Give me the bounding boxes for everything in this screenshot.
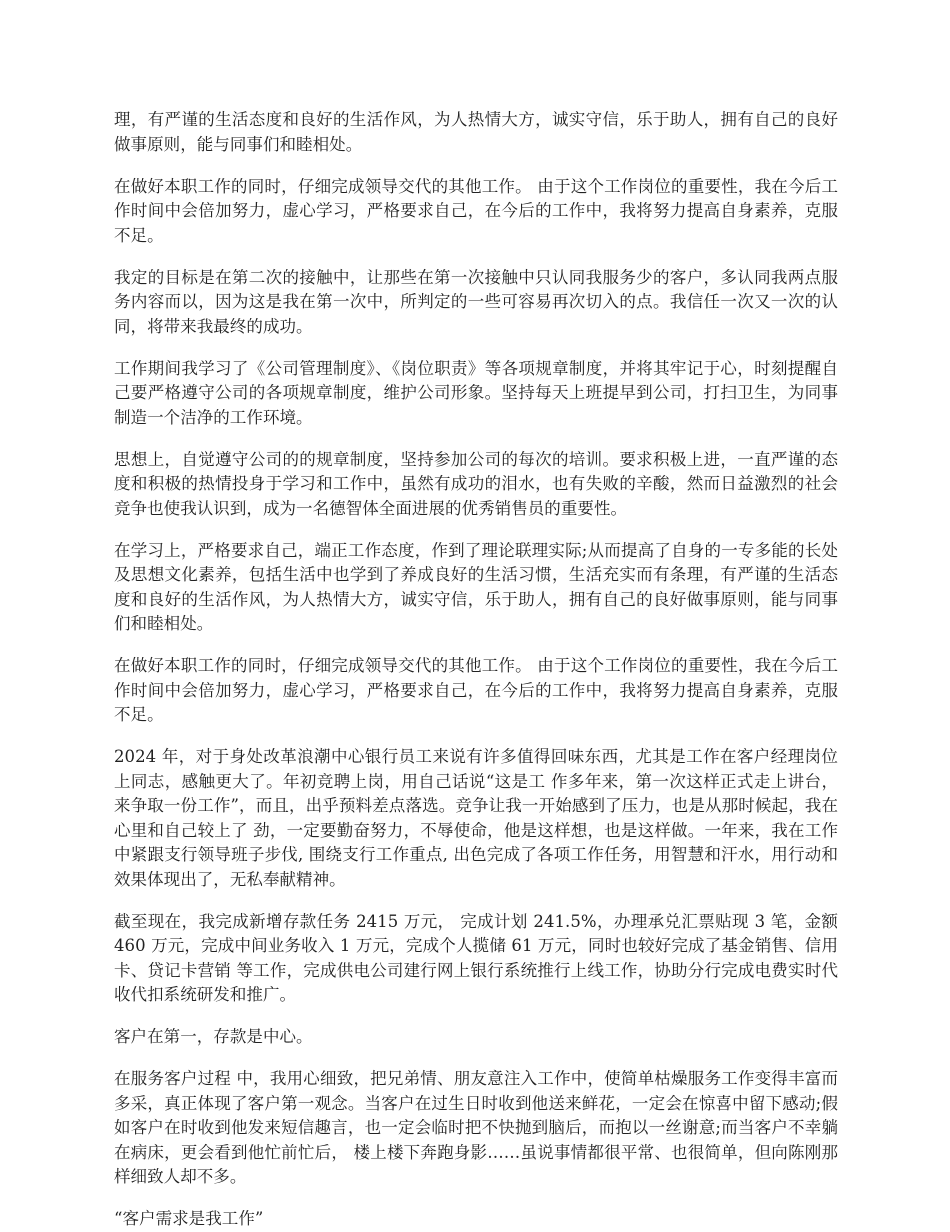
paragraph: 理，有严谨的生活态度和良好的生活作风，为人热情大方，诚实守信，乐于助人，拥有自己的良好做事原则，能与同事们和睦相处。 [114,110,838,154]
paragraph: 在做好本职工作的同时，仔细完成领导交代的其他工作。 由于这个工作岗位的重要性，我在今后工作时间中会倍加努力，虚心学习，严格要求自己，在今后的工作中，我将努力提高自身素养，克服不足。 [114,176,838,245]
paragraph: “客户需求是我工作” [114,1209,264,1228]
paragraph: 客户在第一，存款是中心。 [114,1027,313,1046]
paragraph: 截至现在，我完成新增存款任务 2415 万元， 完成计划 241.5%，办理承兑汇票贴现 3 笔，金额 460 万元，完成中间业务收入 1 万元，完成个人揽储 61 万元，同时也较好完成了基金销售、信用卡、贷记卡营销 等工作，完成供电公司建行网上银行系统推行上线工作，协助分行完成电费实时代收代扣系统研发和推广。 [114,911,838,1004]
paragraph: 思想上，自觉遵守公司的的规章制度，坚持参加公司的每次的培训。要求积极上进，一直严谨的态度和积极的热情投身于学习和工作中，虽然有成功的泪水，也有失败的辛酸，然而日益激烈的社会竞争也使我认识到，成为一名德智体全面进展的优秀销售员的重要性。 [114,449,838,518]
paragraph: 我定的目标是在第二次的接触中，让那些在第一次接触中只认同我服务少的客户，多认同我两点服务内容而以，因为这是我在第一次中，所判定的一些可容易再次切入的点。我信任一次又一次的认同，将带来我最终的成功。 [114,267,838,336]
paragraph: 工作期间我学习了《公司管理制度》、《岗位职责》等各项规章制度，并将其牢记于心，时刻提醒自己要严格遵守公司的各项规章制度，维护公司形象。坚持每天上班提早到公司，打扫卫生，为同事制造一个洁净的工作环境。 [114,358,838,427]
paragraph: 在做好本职工作的同时，仔细完成领导交代的其他工作。 由于这个工作岗位的重要性，我在今后工作时间中会倍加努力，虚心学习，严格要求自己，在今后的工作中，我将努力提高自身素养，克服不足。 [114,656,838,724]
paragraph: 在学习上，严格要求自己，端正工作态度，作到了理论联理实际;从而提高了自身的一专多能的长处及思想文化素养，包括生活中也学到了养成良好的生活习惯，生活充实而有条理，有严谨的生活态度和良好的生活作风，为人热情大方，诚实守信，乐于助人，拥有自己的良好做事原则，能与同事们和睦相处。 [114,540,838,633]
paragraph: 2024 年，对于身处改革浪潮中心银行员工来说有许多值得回味东西，尤其是工作在客户经理岗位上同志，感触更大了。年初竞聘上岗，用自己话说“这是工 作多年来，第一次这样正式走上讲台，来争取一份工作”，而且，出乎预料差点落选。竞争让我一开始感到了压力，也是从那时候起，我在心里和自己较上了 劲，一定要勤奋努力，不辱使命，他是这样想，也是这样做。一年来，我在工作中紧跟支行领导班子步伐, 围绕支行工作重点, 出色完成了各项工作任务，用智慧和汗水，用行动和效果体现出了，无私奉献精神。 [114,747,838,889]
paragraph: 在服务客户过程 中，我用心细致，把兄弟情、朋友意注入工作中，使简单枯燥服务工作变得丰富而多采，真正体现了客户第一观念。当客户在过生日时收到他送来鲜花，一定会在惊喜中留下感动;假如客户在时收到他发来短信趣言，也一定会临时把不快抛到脑后，而抱以一丝谢意;而当客户不幸躺在病床，更会看到他忙前忙后， 楼上楼下奔跑身影……虽说事情都很平常、也很简单，但向陈刚那样细致人却不多。 [114,1069,838,1186]
